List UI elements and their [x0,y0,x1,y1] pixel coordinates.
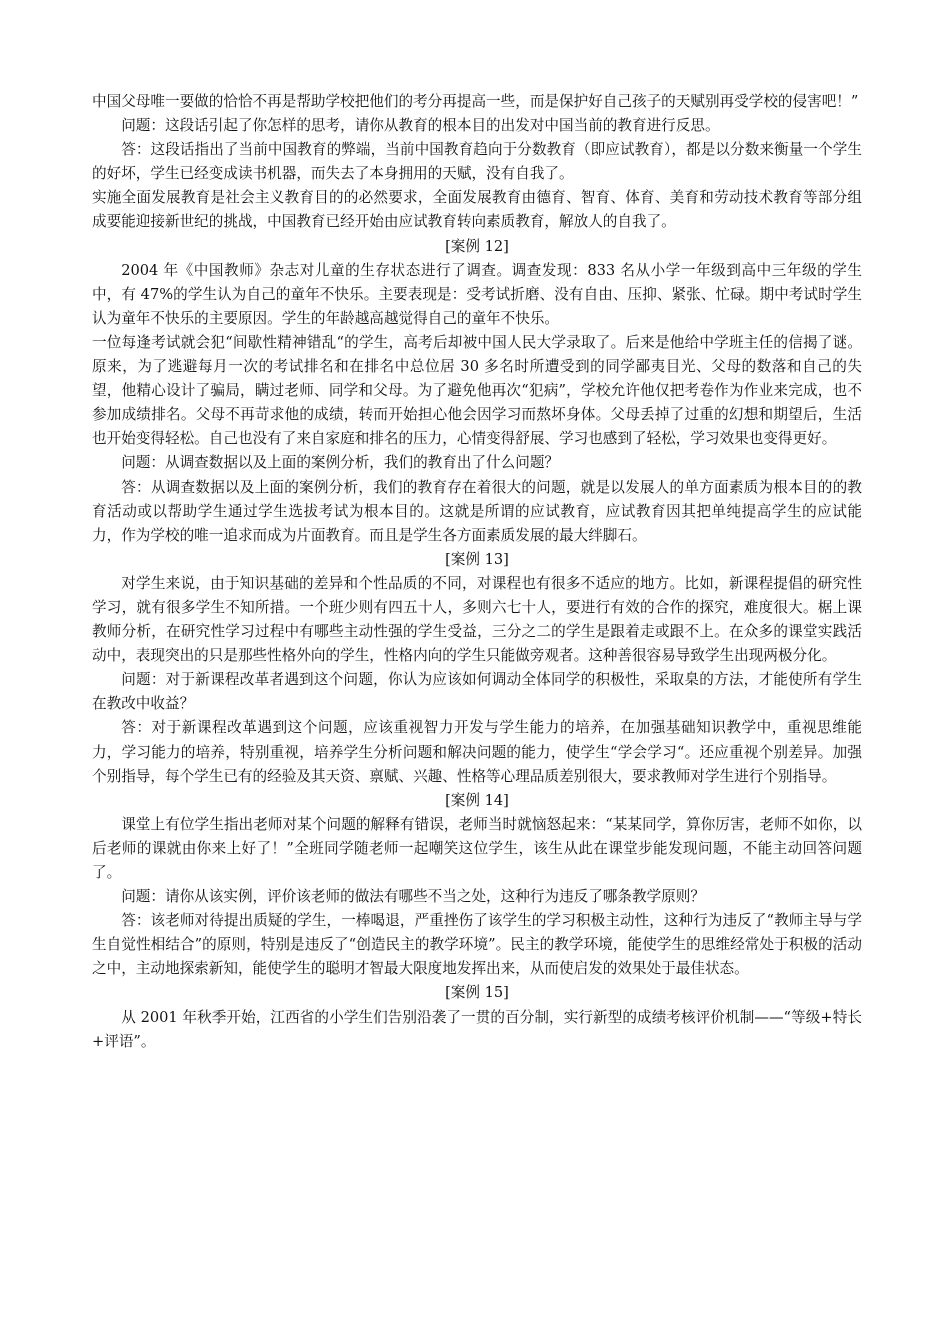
case-13-question: 问题：对于新课程改革者遇到这个问题，你认为应该如何调动全体同学的积极性，采取臬的方法，才能使所有学生在教改中收益？ [92,671,862,713]
question-paragraph-1: 问题：这段话引起了你怎样的思考，请你从教育的根本目的出发对中国当前的教育进行反思。 [121,117,720,135]
case-13-title: [案例 13] [445,550,509,568]
case-14-title: [案例 14] [445,791,509,809]
case-13-description: 对学生来说，由于知识基础的差异和个性品质的不同，对课程也有很多不适应的地方。比如，新课程提倡的研究性学习，就有很多学生不知所措。一个班少则有四五十人，多则六七十人，要进行有效的合作的探究，难度很大。椐上课教师分析，在研究性学习过程中有哪些主动性强的学生受益，三分之二的学生是跟着走或跟不上。在众多的课堂实践活动中，表现突出的只是那些性格外向的学生，性格内向的学生只能做旁观者。这种善很容易导致学生出现两极分化。 [92,574,862,665]
case-12-title: [案例 12] [445,237,509,255]
paragraph-1: 中国父母唯一要做的恰恰不再是帮助学校把他们的考分再提高一些，而是保护好自己孩子的天赋别再受学校的侵害吧！” [92,93,859,110]
document-page [92,90,862,1054]
paragraph-2: 实施全面发展教育是社会主义教育目的的必然要求，全面发展教育由德育、智育、体育、美育和劳动技术教育等部分组成要能迎接新世纪的挑战，中国教育已经开始由应试教育转向素质教育，解放人的自我了。 [92,189,862,231]
case-14-description: 课堂上有位学生指出老师对某个问题的解释有错误，老师当时就恼怒起来：“某某同学，算你厉害，老师不如你，以后老师的课就由你来上好了！”全班同学随老师一起嘲笑这位学生，该生从此在课堂步能发现问题，不能主动回答问题了。 [92,815,862,881]
case-14-question: 问题：请你从该实例，评价该老师的做法有哪些不当之处，这种行为违反了哪条教学原则？ [121,888,705,906]
case-14-answer: 答：该老师对待提出质疑的学生，一棒喝退，严重挫伤了该学生的学习积极主动性，这种行为违反了“教师主导与学生自觉性相结合”的原则，特别是违反了“创造民主的教学环境”。民主的教学环境，能使学生的思维经常处于积极的活动之中，主动地探索新知，能使学生的聪明才智最大限度地发挥出来，从而使启发的效果处于最佳状态。 [92,912,862,978]
case-12-question: 问题：从调查数据以及上面的案例分析，我们的教育出了什么问题？ [121,454,560,472]
answer-paragraph-1: 答：这段话指出了当前中国教育的弊端，当前中国教育趋向于分数教育（即应试教育），都是以分数来衡量一个学生的好坏，学生已经变成读书机器，而失去了本身拥用的天赋，没有自我了。 [92,141,862,183]
case-15-description: 从 2001 年秋季开始，江西省的小学生们告别沿袭了一贯的百分制，实行新型的成绩考核评价机制——“等级+特长+评语”。 [92,1008,862,1050]
case-12-story-paragraph: 一位每逢考试就会犯“间歇性精神错乱“的学生，高考后却被中国人民大学录取了。后来是他给中学班主任的信揭了谜。原来，为了逃避每月一次的考试排名和在排名中总位居 30 多名时所遭受到的同学鄙夷目光、父母的数落和自己的失望，他精心设计了骗局，瞒过老师、同学和父母。为了避免他再次“犯病”，学校允许他仅把考卷作为作业来完成，也不参加成绩排名。父母不再苛求他的成绩，转而开始担心他会因学习而熬坏身体。父母丢掉了过重的幻想和期望后，生活也开始变得轻松。自己也没有了来自家庭和排名的压力，心情变得舒展、学习也感到了轻松，学习效果也变得更好。 [92,333,862,448]
case-12-survey-paragraph: 2004 年《中国教师》杂志对儿童的生存状态进行了调查。调查发现：833 名从小学一年级到高中三年级的学生中，有 47%的学生认为自己的童年不快乐。主要表现是：受考试折磨、没有自由、压抑、紧张、忙碌。期中考试时学生认为童年不快乐的主要原因。学生的年龄越高越觉得自己的童年不快乐。 [92,261,862,327]
case-13-answer: 答：对于新课程改革遇到这个问题，应该重视智力开发与学生能力的培养，在加强基础知识教学中，重视思维能力，学习能力的培养，特别重视，培养学生分析问题和解决问题的能力，使学生“学会学习“。还应重视个别差异。加强个别指导，每个学生已有的经验及其天资、禀赋、兴趣、性格等心理品质差别很大，要求教师对学生进行个别指导。 [92,719,862,785]
case-15-title: [案例 15] [445,984,509,1002]
case-12-answer: 答：从调查数据以及上面的案例分析，我们的教育存在着很大的问题，就是以发展人的单方面素质为根本目的的教育活动或以帮助学生通过学生选拔考试为根本目的。这就是所谓的应试教育，应试教育因其把单纯提高学生的应试能力，作为学校的唯一追求而成为片面教育。而且是学生各方面素质发展的最大绊脚石。 [92,478,862,544]
